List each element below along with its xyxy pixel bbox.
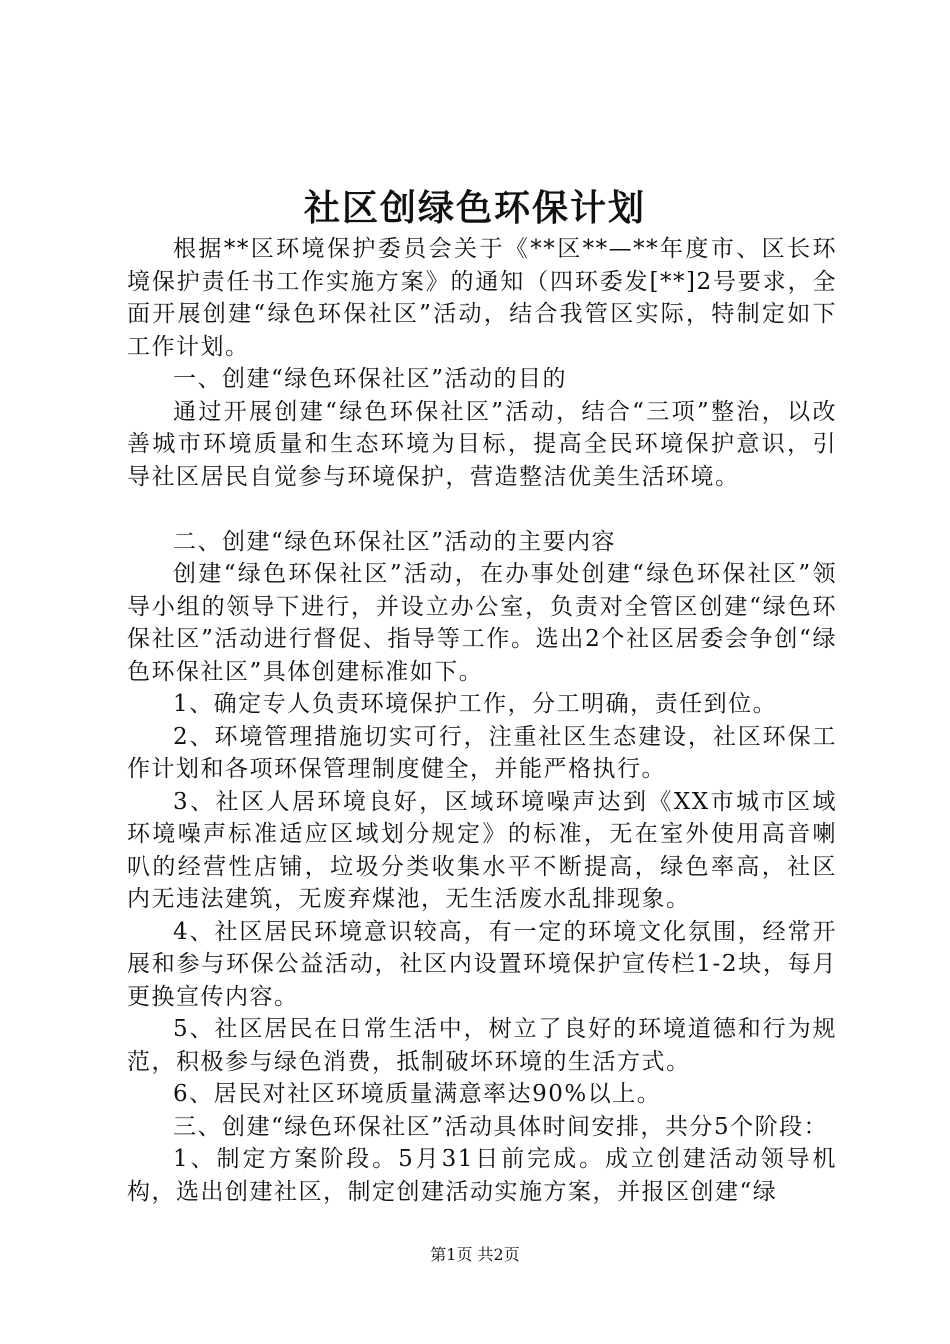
paragraph-content: 创建“绿色环保社区”活动，在办事处创建“绿色环保社区”领导小组的领导下进行，并设立办公室，负责对全管区创建“绿色环保社区”活动进行督促、指导等工作。选出2个社区居委会争创“绿色环保社区”具体创建标准如下。 <box>127 561 837 685</box>
document-body <box>127 233 837 1208</box>
list-item-1: 1、确定专人负责环境保护工作，分工明确，责任到位。 <box>173 691 778 717</box>
document-title: 社区创绿色环保计划 <box>303 187 646 229</box>
list-item-2: 2、环境管理措施切实可行，注重社区生态建设，社区环保工作计划和各项环保管理制度健全，并能严格执行。 <box>127 723 837 782</box>
list-item-4: 4、社区居民环境意识较高，有一定的环境文化氛围，经常开展和参与环保公益活动，社区内设置环境保护宣传栏1-2块，每月更换宣传内容。 <box>127 918 837 1010</box>
section-heading-3: 三、创建“绿色环保社区”活动具体时间安排，共分5个阶段： <box>173 1113 829 1140</box>
section-heading-1: 一、创建“绿色环保社区”活动的目的 <box>173 366 568 392</box>
stage-item-1: 1、制定方案阶段。5月31日前完成。成立创建活动领导机构，选出创建社区，制定创建活动实施方案，并报区创建“绿 <box>127 1146 837 1205</box>
section-heading-2: 二、创建“绿色环保社区”活动的主要内容 <box>173 528 617 555</box>
paragraph-intro: 根据**区环境保护委员会关于《**区**—**年度市、区长环境保护责任书工作实施方案》的通知（四环委发[**]2号要求，全面开展创建“绿色环保社区”活动，结合我管区实际，特制定如下工作计划。 <box>127 236 837 360</box>
page-footer: 第1页 共2页 <box>430 1245 520 1264</box>
paragraph-purpose: 通过开展创建“绿色环保社区”活动，结合“三项”整治，以改善城市环境质量和生态环境为目标，提高全民环境保护意识，引导社区居民自觉参与环境保护，营造整洁优美生活环境。 <box>127 398 837 490</box>
list-item-5: 5、社区居民在日常生活中，树立了良好的环境道德和行为规范，积极参与绿色消费，抵制破坏环境的生活方式。 <box>127 1016 837 1075</box>
list-item-6: 6、居民对社区环境质量满意率达90%以上。 <box>173 1081 662 1107</box>
list-item-3: 3、社区人居环境良好，区域环境噪声达到《XX市城市区域环境噪声标准适应区域划分规定》的标准，无在室外使用高音喇叭的经营性店铺，垃圾分类收集水平不断提高，绿色率高，社区内无违法建筑，无废弃煤池，无生活废水乱排现象。 <box>127 788 837 912</box>
